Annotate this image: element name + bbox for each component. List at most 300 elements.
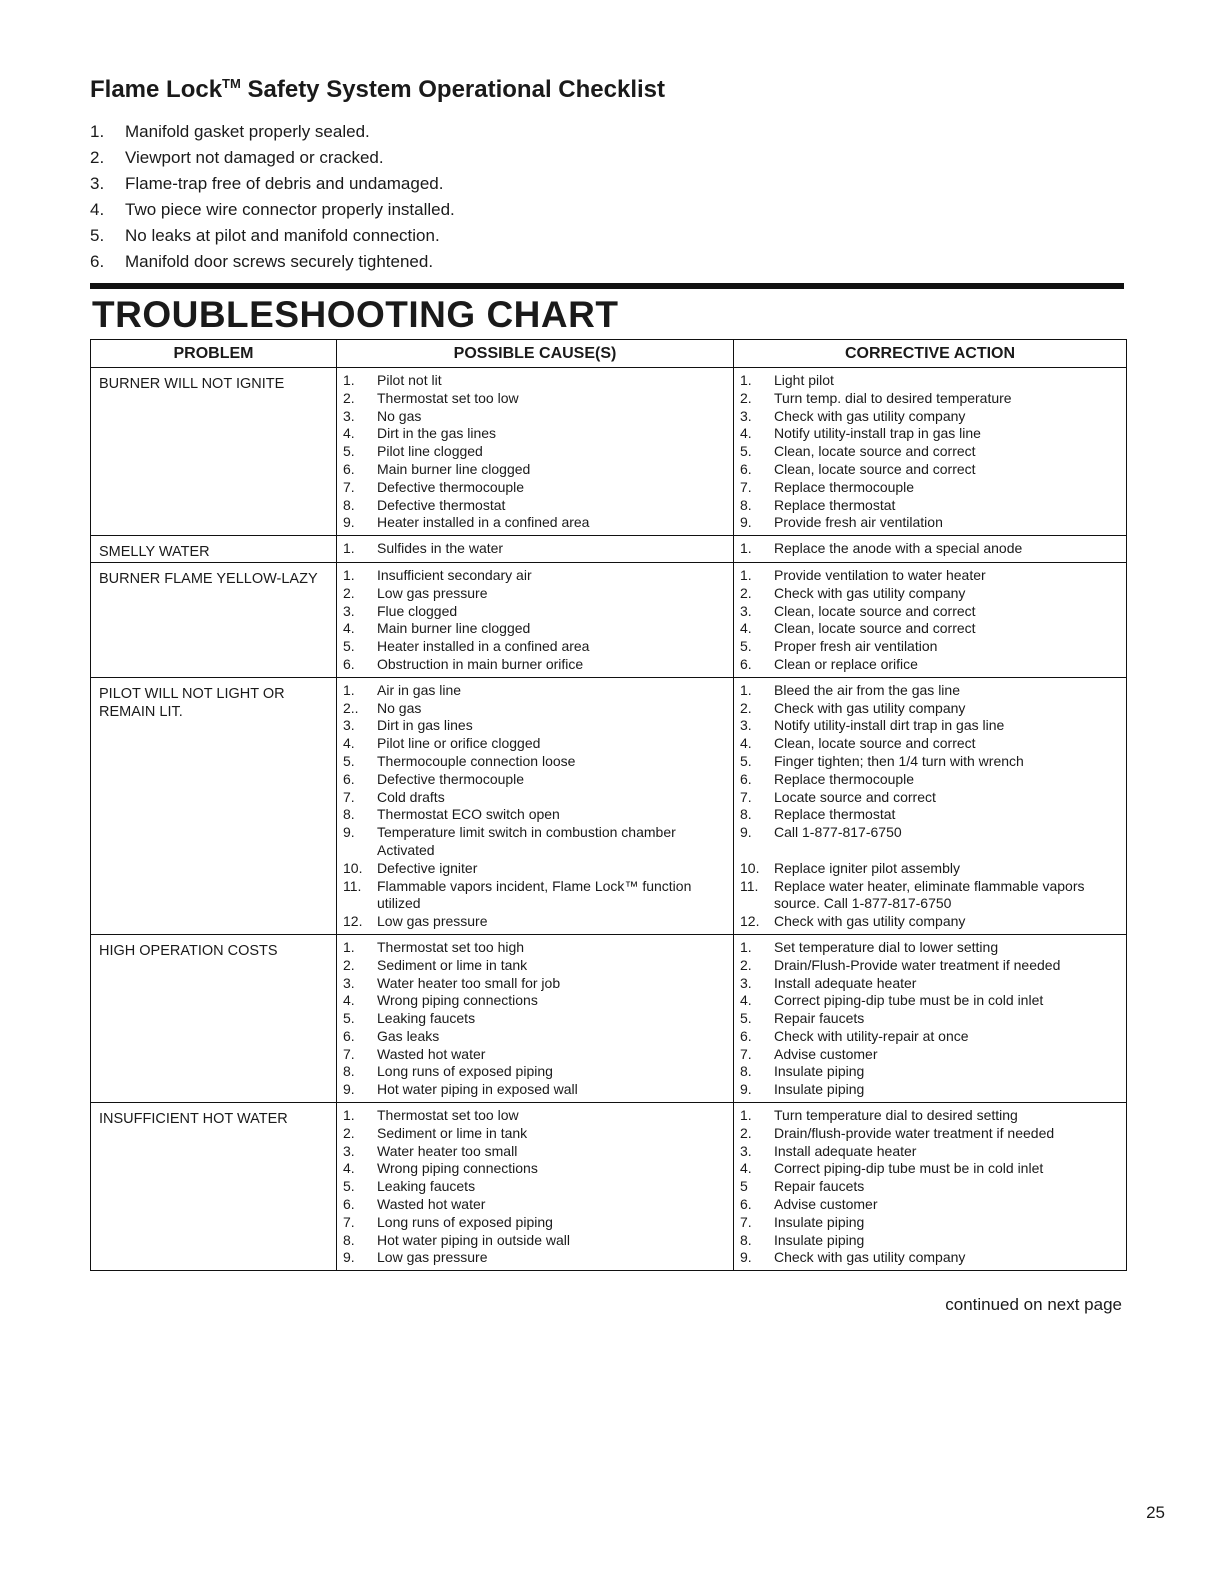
action-text: Turn temperature dial to desired setting xyxy=(774,1107,1018,1124)
cause-text: Low gas pressure xyxy=(377,1249,488,1266)
checklist-item-number: 3. xyxy=(90,174,105,193)
cause-item xyxy=(343,603,729,621)
cause-text: Heater installed in a confined area xyxy=(377,514,590,531)
problem-cell: INSUFFICIENT HOT WATER xyxy=(91,1103,337,1271)
cause-item xyxy=(343,717,729,735)
action-text: Insulate piping xyxy=(774,1213,865,1230)
action-number: 7. xyxy=(740,788,752,805)
action-item xyxy=(740,1063,1122,1081)
cause-text: Obstruction in main burner orifice xyxy=(377,655,584,672)
cause-item xyxy=(343,735,729,753)
cause-item xyxy=(343,1046,729,1064)
checklist-item-number: 6. xyxy=(90,252,105,271)
action-item xyxy=(740,771,1122,789)
cause-number: 7. xyxy=(343,1213,355,1230)
cause-item xyxy=(343,408,729,426)
cause-number: 2. xyxy=(343,584,355,601)
actions-cell xyxy=(734,368,1127,536)
action-item xyxy=(740,443,1122,461)
cause-item xyxy=(343,540,729,558)
action-number: 3. xyxy=(740,974,752,991)
section-divider xyxy=(90,283,1124,289)
action-number: 2. xyxy=(740,584,752,601)
action-item xyxy=(740,878,1122,914)
action-item xyxy=(740,717,1122,735)
cause-text: Dirt in the gas lines xyxy=(377,425,497,442)
action-text: Light pilot xyxy=(774,372,834,388)
checklist xyxy=(90,119,455,275)
cause-text: Cold drafts xyxy=(377,788,445,805)
cause-number: 8. xyxy=(343,806,355,823)
cause-text: Thermocouple connection loose xyxy=(377,752,576,769)
action-text: Call 1-877-817-6750 xyxy=(774,824,902,841)
causes-cell xyxy=(337,536,734,563)
action-number: 1. xyxy=(740,938,752,955)
checklist-item-text: No leaks at pilot and manifold connection. xyxy=(125,226,440,245)
cause-number: 4. xyxy=(343,620,355,637)
cause-item xyxy=(343,1249,729,1267)
action-number: 1. xyxy=(740,1107,752,1124)
action-text: Notify utility-install trap in gas line xyxy=(774,425,981,442)
action-item xyxy=(740,913,1122,931)
action-text: Correct piping-dip tube must be in cold inlet xyxy=(774,992,1044,1009)
cause-item xyxy=(343,806,729,824)
table-row xyxy=(91,536,1127,563)
cause-text: Sediment or lime in tank xyxy=(377,956,528,973)
table-row xyxy=(91,1103,1127,1271)
problem-cell: SMELLY WATER xyxy=(91,536,337,563)
cause-item xyxy=(343,1010,729,1028)
cause-text: Temperature limit switch in combustion chamber Activated xyxy=(377,824,676,858)
cause-item xyxy=(343,1160,729,1178)
action-text: Insulate piping xyxy=(774,1063,865,1080)
cause-item xyxy=(343,638,729,656)
action-item xyxy=(740,682,1122,700)
cause-item xyxy=(343,913,729,931)
cause-number: 6. xyxy=(343,770,355,787)
action-item xyxy=(740,1249,1122,1267)
cause-item xyxy=(343,656,729,674)
action-text: Replace thermostat xyxy=(774,806,896,823)
trademark-mark: TM xyxy=(222,76,241,91)
action-item xyxy=(740,408,1122,426)
cause-number: 6. xyxy=(343,1027,355,1044)
cause-item xyxy=(343,992,729,1010)
cause-text: Long runs of exposed piping xyxy=(377,1213,553,1230)
action-text: Replace thermostat xyxy=(774,496,896,513)
cause-text: Thermostat set too low xyxy=(377,1107,519,1124)
cause-text: Air in gas line xyxy=(377,681,462,698)
action-text: Clean, locate source and correct xyxy=(774,460,976,477)
cause-number: 1. xyxy=(343,540,355,557)
cause-text: Water heater too small for job xyxy=(377,974,561,991)
cause-text: No gas xyxy=(377,699,422,716)
checklist-item-text: Manifold door screws securely tightened. xyxy=(125,252,434,271)
cause-number: 3. xyxy=(343,974,355,991)
action-text: Turn temp. dial to desired temperature xyxy=(774,389,1012,406)
action-item xyxy=(740,540,1122,558)
action-number: 6. xyxy=(740,460,752,477)
action-item xyxy=(740,425,1122,443)
cause-text: Water heater too small xyxy=(377,1142,518,1159)
action-number: 4. xyxy=(740,620,752,637)
cause-text: Pilot line clogged xyxy=(377,443,483,460)
cause-text: Low gas pressure xyxy=(377,584,488,601)
action-number: 9. xyxy=(740,824,752,841)
checklist-item-number: 2. xyxy=(90,148,105,167)
cause-item xyxy=(343,753,729,771)
action-number: 4. xyxy=(740,1160,752,1177)
action-item xyxy=(740,1046,1122,1064)
cause-text: Defective igniter xyxy=(377,859,478,876)
cause-text: Defective thermostat xyxy=(377,496,506,513)
action-item xyxy=(740,860,1122,878)
action-item xyxy=(740,1125,1122,1143)
action-number: 6. xyxy=(740,655,752,672)
action-number: 12. xyxy=(740,913,760,930)
action-number: 5. xyxy=(740,443,752,460)
action-text: Clean, locate source and correct xyxy=(774,735,976,752)
action-item xyxy=(740,975,1122,993)
actions-cell xyxy=(734,536,1127,563)
action-text: Proper fresh air ventilation xyxy=(774,638,938,655)
cause-item xyxy=(343,1196,729,1214)
table-row xyxy=(91,677,1127,934)
action-number: 2. xyxy=(740,699,752,716)
action-text: Drain/Flush-Provide water treatment if needed xyxy=(774,956,1061,973)
cause-number: 4. xyxy=(343,425,355,442)
action-text: Clean, locate source and correct xyxy=(774,443,976,460)
cause-number: 2. xyxy=(343,956,355,973)
cause-item xyxy=(343,860,729,878)
action-number: 7. xyxy=(740,1045,752,1062)
cause-text: Flue clogged xyxy=(377,602,458,619)
action-item xyxy=(740,939,1122,957)
checklist-title-rest: Safety System Operational Checklist xyxy=(240,76,665,103)
cause-item xyxy=(343,824,729,860)
actions-cell xyxy=(734,677,1127,934)
action-number: 7. xyxy=(740,1213,752,1230)
checklist-item-number: 4. xyxy=(90,200,105,219)
checklist-item xyxy=(90,119,455,145)
cause-item xyxy=(343,461,729,479)
checklist-item xyxy=(90,171,455,197)
action-text: Check with gas utility company xyxy=(774,1249,966,1266)
action-item xyxy=(740,806,1122,824)
cause-text: Leaking faucets xyxy=(377,1010,476,1027)
cause-item xyxy=(343,1107,729,1125)
cause-number: 9. xyxy=(343,514,355,531)
cause-number: 1. xyxy=(343,681,355,698)
header-corrective-action: CORRECTIVE ACTION xyxy=(734,340,1127,368)
cause-number: 1. xyxy=(343,938,355,955)
table-row xyxy=(91,562,1127,677)
action-item xyxy=(740,789,1122,807)
action-text: Drain/flush-provide water treatment if needed xyxy=(774,1124,1055,1141)
action-text: Check with utility-repair at once xyxy=(774,1027,969,1044)
cause-text: Hot water piping in exposed wall xyxy=(377,1081,578,1098)
checklist-title-brand: Flame Lock xyxy=(90,76,223,103)
action-text: Set temperature dial to lower setting xyxy=(774,938,999,955)
action-number: 9. xyxy=(740,514,752,531)
cause-number: 1. xyxy=(343,1107,355,1124)
action-item xyxy=(740,1107,1122,1125)
action-number: 3. xyxy=(740,407,752,424)
cause-number: 6. xyxy=(343,655,355,672)
cause-text: Pilot not lit xyxy=(377,372,442,388)
action-number: 1. xyxy=(740,681,752,698)
action-number: 8. xyxy=(740,806,752,823)
causes-cell xyxy=(337,677,734,934)
cause-text: Wrong piping connections xyxy=(377,992,538,1009)
cause-number: 8. xyxy=(343,1231,355,1248)
action-text: Finger tighten; then 1/4 turn with wrench xyxy=(774,752,1024,769)
cause-item xyxy=(343,939,729,957)
action-number: 8. xyxy=(740,1231,752,1248)
action-text: Notify utility-install dirt trap in gas line xyxy=(774,717,1005,734)
cause-text: Heater installed in a confined area xyxy=(377,638,590,655)
action-text: Check with gas utility company xyxy=(774,699,966,716)
checklist-item-text: Viewport not damaged or cracked. xyxy=(125,148,384,167)
action-item xyxy=(740,567,1122,585)
action-text: Insulate piping xyxy=(774,1231,865,1248)
cause-item xyxy=(343,1232,729,1250)
cause-number: 5. xyxy=(343,638,355,655)
cause-number: 3. xyxy=(343,407,355,424)
action-item xyxy=(740,1143,1122,1161)
cause-text: Leaking faucets xyxy=(377,1178,476,1195)
action-item xyxy=(740,700,1122,718)
action-item xyxy=(740,1081,1122,1099)
cause-text: Long runs of exposed piping xyxy=(377,1063,553,1080)
action-number: 6. xyxy=(740,770,752,787)
cause-text: Flammable vapors incident, Flame Lock™ function utilized xyxy=(377,877,692,912)
action-item xyxy=(740,479,1122,497)
continued-note: continued on next page xyxy=(945,1295,1122,1314)
cause-text: Thermostat ECO switch open xyxy=(377,806,560,823)
cause-number: 7. xyxy=(343,1045,355,1062)
cause-item xyxy=(343,479,729,497)
checklist-item xyxy=(90,223,455,249)
action-number: 1. xyxy=(740,540,752,557)
cause-number: 12. xyxy=(343,913,363,930)
action-item xyxy=(740,372,1122,390)
cause-text: No gas xyxy=(377,407,422,424)
cause-item xyxy=(343,1178,729,1196)
cause-number: 7. xyxy=(343,788,355,805)
action-text: Locate source and correct xyxy=(774,788,936,805)
action-item xyxy=(740,1196,1122,1214)
action-item xyxy=(740,585,1122,603)
checklist-item xyxy=(90,197,455,223)
action-text: Replace water heater, eliminate flammable vapors source. Call 1-877-817-6750 xyxy=(774,877,1085,912)
cause-text: Wasted hot water xyxy=(377,1045,486,1062)
cause-number: 5. xyxy=(343,1010,355,1027)
cause-number: 7. xyxy=(343,478,355,495)
cause-text: Low gas pressure xyxy=(377,913,488,930)
action-text: Clean or replace orifice xyxy=(774,655,918,672)
cause-number: 8. xyxy=(343,1063,355,1080)
action-text: Bleed the air from the gas line xyxy=(774,681,960,698)
action-text: Install adequate heater xyxy=(774,1142,917,1159)
action-number: 3. xyxy=(740,717,752,734)
cause-item xyxy=(343,1081,729,1099)
action-number: 8. xyxy=(740,1063,752,1080)
action-number: 7. xyxy=(740,478,752,495)
cause-number: 4. xyxy=(343,735,355,752)
page-number: 25 xyxy=(1146,1503,1165,1522)
cause-text: Gas leaks xyxy=(377,1027,440,1044)
cause-item xyxy=(343,1063,729,1081)
cause-number: 9. xyxy=(343,1081,355,1098)
action-item xyxy=(740,1010,1122,1028)
action-text: Advise customer xyxy=(774,1045,878,1062)
cause-item xyxy=(343,878,729,914)
action-item xyxy=(740,390,1122,408)
cause-item xyxy=(343,425,729,443)
action-text: Repair faucets xyxy=(774,1010,865,1027)
causes-cell xyxy=(337,1103,734,1271)
action-item xyxy=(740,497,1122,515)
action-number: 2. xyxy=(740,956,752,973)
action-item xyxy=(740,992,1122,1010)
problem-cell: PILOT WILL NOT LIGHT OR REMAIN LIT. xyxy=(91,677,337,934)
cause-number: 2. xyxy=(343,389,355,406)
cause-text: Thermostat set too low xyxy=(377,389,519,406)
cause-number: 9. xyxy=(343,824,355,841)
action-text: Correct piping-dip tube must be in cold inlet xyxy=(774,1160,1044,1177)
cause-item xyxy=(343,390,729,408)
cause-text: Dirt in gas lines xyxy=(377,717,473,734)
checklist-item-text: Two piece wire connector properly installed. xyxy=(125,200,455,219)
action-item xyxy=(740,957,1122,975)
cause-item xyxy=(343,1125,729,1143)
table-body xyxy=(91,368,1127,1271)
cause-text: Main burner line clogged xyxy=(377,460,531,477)
checklist-item-text: Flame-trap free of debris and undamaged. xyxy=(125,174,444,193)
action-item xyxy=(740,735,1122,753)
cause-text: Wasted hot water xyxy=(377,1196,486,1213)
troubleshooting-table xyxy=(90,339,1127,1271)
action-item xyxy=(740,824,1122,860)
cause-item xyxy=(343,957,729,975)
action-item xyxy=(740,514,1122,532)
action-text: Replace the anode with a special anode xyxy=(774,540,1023,557)
cause-text: Thermostat set too high xyxy=(377,938,525,955)
cause-text: Defective thermocouple xyxy=(377,478,525,495)
action-number: 1. xyxy=(740,566,752,583)
checklist-title xyxy=(90,76,665,104)
cause-number: 2.. xyxy=(343,699,359,716)
action-item xyxy=(740,1160,1122,1178)
cause-item xyxy=(343,771,729,789)
cause-text: Main burner line clogged xyxy=(377,620,531,637)
cause-text: Wrong piping connections xyxy=(377,1160,538,1177)
action-number: 8. xyxy=(740,496,752,513)
action-item xyxy=(740,1232,1122,1250)
cause-item xyxy=(343,497,729,515)
actions-cell xyxy=(734,562,1127,677)
table-row xyxy=(91,934,1127,1102)
action-number: 5 xyxy=(740,1178,748,1195)
action-item xyxy=(740,753,1122,771)
cause-item xyxy=(343,1214,729,1232)
action-number: 5. xyxy=(740,752,752,769)
cause-number: 4. xyxy=(343,1160,355,1177)
actions-cell xyxy=(734,1103,1127,1271)
cause-item xyxy=(343,975,729,993)
cause-text: Sulfides in the water xyxy=(377,540,504,557)
checklist-item xyxy=(90,249,455,275)
cause-number: 9. xyxy=(343,1249,355,1266)
cause-number: 3. xyxy=(343,1142,355,1159)
action-item xyxy=(740,638,1122,656)
action-number: 3. xyxy=(740,602,752,619)
table-row xyxy=(91,368,1127,536)
action-number: 6. xyxy=(740,1027,752,1044)
cause-number: 1. xyxy=(343,372,355,388)
action-text: Repair faucets xyxy=(774,1178,865,1195)
problem-cell: HIGH OPERATION COSTS xyxy=(91,934,337,1102)
action-number: 10. xyxy=(740,859,760,876)
action-number: 3. xyxy=(740,1142,752,1159)
action-number: 4. xyxy=(740,425,752,442)
chart-title: TROUBLESHOOTING CHART xyxy=(92,294,619,335)
causes-cell xyxy=(337,562,734,677)
action-text: Insulate piping xyxy=(774,1081,865,1098)
actions-cell xyxy=(734,934,1127,1102)
cause-number: 6. xyxy=(343,1196,355,1213)
problem-cell: BURNER WILL NOT IGNITE xyxy=(91,368,337,536)
action-text: Clean, locate source and correct xyxy=(774,620,976,637)
cause-text: Insufficient secondary air xyxy=(377,566,532,583)
checklist-item-number: 1. xyxy=(90,122,105,141)
cause-number: 5. xyxy=(343,1178,355,1195)
cause-number: 6. xyxy=(343,460,355,477)
cause-number: 3. xyxy=(343,602,355,619)
cause-text: Hot water piping in outside wall xyxy=(377,1231,570,1248)
cause-item xyxy=(343,682,729,700)
action-text: Replace thermocouple xyxy=(774,478,915,495)
action-number: 4. xyxy=(740,735,752,752)
cause-item xyxy=(343,514,729,532)
cause-item xyxy=(343,443,729,461)
action-text: Provide ventilation to water heater xyxy=(774,566,986,583)
causes-cell xyxy=(337,368,734,536)
cause-number: 3. xyxy=(343,717,355,734)
action-text: Replace igniter pilot assembly xyxy=(774,859,960,876)
cause-number: 2. xyxy=(343,1124,355,1141)
action-number: 2. xyxy=(740,389,752,406)
cause-number: 11. xyxy=(343,877,362,894)
action-number: 9. xyxy=(740,1081,752,1098)
cause-item xyxy=(343,1143,729,1161)
action-text: Check with gas utility company xyxy=(774,913,966,930)
cause-text: Sediment or lime in tank xyxy=(377,1124,528,1141)
cause-text: Defective thermocouple xyxy=(377,770,525,787)
action-item xyxy=(740,603,1122,621)
action-number: 2. xyxy=(740,1124,752,1141)
action-number: 9. xyxy=(740,1249,752,1266)
action-text: Check with gas utility company xyxy=(774,584,966,601)
action-number: 4. xyxy=(740,992,752,1009)
cause-number: 5. xyxy=(343,752,355,769)
action-text: Check with gas utility company xyxy=(774,407,966,424)
cause-item xyxy=(343,789,729,807)
action-text: Clean, locate source and correct xyxy=(774,602,976,619)
cause-number: 1. xyxy=(343,566,355,583)
causes-cell xyxy=(337,934,734,1102)
